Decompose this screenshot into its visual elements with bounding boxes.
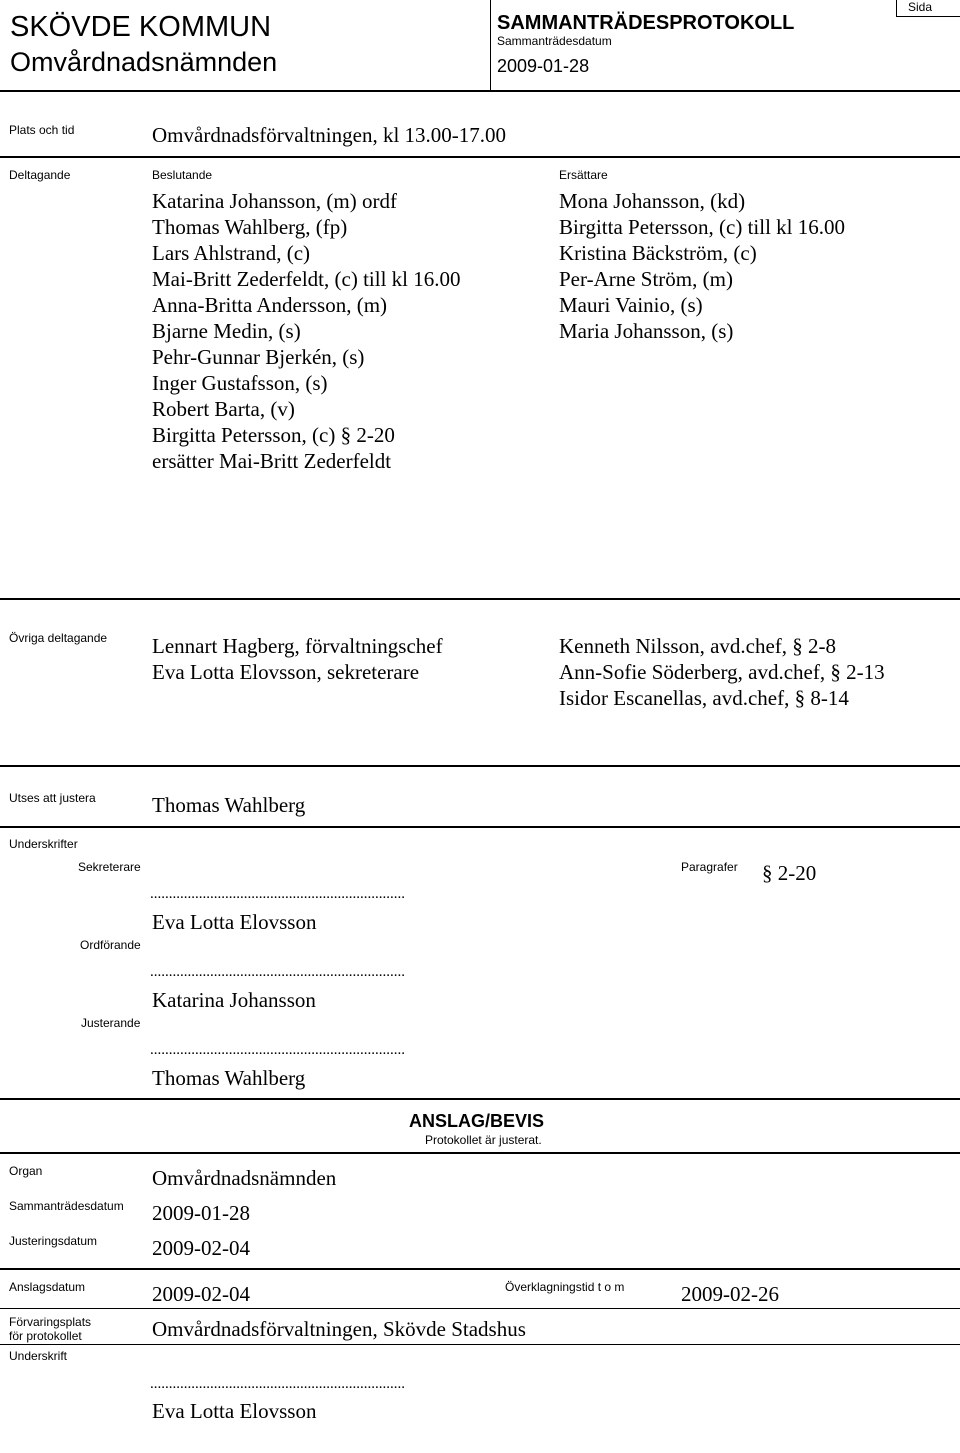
secretary-signature-line: ....................................................................: [150, 886, 405, 902]
deciding-member: ersätter Mai-Britt Zederfeldt: [152, 449, 392, 473]
header-page-underline: [896, 16, 960, 17]
adjuster-signature-line: ....................................................................: [150, 1042, 405, 1058]
notice-title: ANSLAG/BEVIS: [409, 1111, 545, 1131]
deciding-member: Robert Barta, (v): [152, 397, 295, 421]
meeting-date: 2009-01-28: [497, 56, 590, 76]
adjuster-signature-name: Thomas Wahlberg: [152, 1066, 306, 1090]
appeal-label: Överklagningstid t o m: [505, 1280, 625, 1294]
other-participant: Kenneth Nilsson, avd.chef, § 2-8: [559, 634, 837, 658]
substitute-member: Kristina Bäckström, (c): [559, 241, 757, 265]
chair-name: Katarina Johansson: [152, 988, 316, 1012]
substitute-member: Birgitta Petersson, (c) till kl 16.00: [559, 215, 846, 239]
notice-signature-name: Eva Lotta Elovsson: [152, 1399, 317, 1423]
deciding-member: Anna-Britta Andersson, (m): [152, 293, 388, 317]
adjuster-rule: [0, 765, 960, 767]
adjuster-bottom-rule: [0, 826, 960, 828]
deciding-member: Pehr-Gunnar Bjerkén, (s): [152, 345, 365, 369]
secretary-name: Eva Lotta Elovsson: [152, 910, 317, 934]
adjust-date: 2009-02-04: [152, 1236, 250, 1260]
adjust-date-label: Justeringsdatum: [9, 1234, 98, 1248]
place-value: Omvårdnadsförvaltningen, kl 13.00-17.00: [152, 123, 507, 147]
storage-rule: [0, 1308, 960, 1309]
deciding-list: [152, 188, 461, 474]
paragraphs-label: Paragrafer: [681, 860, 738, 874]
storage-label-line: för protokollet: [9, 1329, 82, 1343]
deciding-member: Birgitta Petersson, (c) § 2-20: [152, 423, 395, 447]
substitute-member: Maria Johansson, (s): [559, 319, 734, 343]
signature-rule: [0, 1344, 960, 1345]
signatures-label: Underskrifter: [9, 837, 78, 851]
organ-value: Omvårdnadsnämnden: [152, 1166, 337, 1190]
municipality-name: SKÖVDE KOMMUN: [10, 11, 272, 43]
posting-date-label: Anslagsdatum: [9, 1280, 86, 1294]
deciding-member: Bjarne Medin, (s): [152, 319, 301, 343]
header-bottom-rule: [0, 90, 960, 92]
substitute-member: Mauri Vainio, (s): [559, 293, 703, 317]
chair-label: Ordförande: [80, 938, 141, 952]
secretary-label: Sekreterare: [78, 860, 141, 874]
chair-signature-line: ....................................................................: [150, 964, 405, 980]
storage-label-line: Förvaringsplats: [9, 1315, 92, 1329]
organ-label: Organ: [9, 1164, 43, 1178]
storage-label: [9, 1315, 91, 1343]
appeal-date: 2009-02-26: [681, 1282, 779, 1306]
deciding-label: Beslutande: [152, 168, 213, 182]
substitute-member: Mona Johansson, (kd): [559, 189, 746, 213]
meeting-date-label: Sammanträdesdatum: [497, 34, 612, 48]
others-rule: [0, 598, 960, 600]
substitutes-label: Ersättare: [559, 168, 608, 182]
notice-signature-label: Underskrift: [9, 1349, 68, 1363]
committee-name: Omvårdnadsnämnden: [10, 47, 278, 77]
other-participant: Lennart Hagberg, förvaltningschef: [152, 634, 443, 658]
header-divider-left: [490, 0, 491, 90]
notice-meeting-date-label: Sammanträdesdatum: [9, 1199, 124, 1213]
paragraphs-value: § 2-20: [762, 861, 817, 885]
storage-value: Omvårdnadsförvaltningen, Skövde Stadshus: [152, 1317, 526, 1341]
posting-date: 2009-02-04: [152, 1282, 250, 1306]
deciding-member: Thomas Wahlberg, (fp): [152, 215, 348, 239]
substitute-member: Per-Arne Ström, (m): [559, 267, 733, 291]
header-divider-right: [896, 0, 897, 16]
justerande-label: Justerande: [81, 1016, 141, 1030]
deciding-member: Lars Ahlstrand, (c): [152, 241, 311, 265]
adjuster-label: Utses att justera: [9, 791, 96, 805]
deciding-member: Katarina Johansson, (m) ordf: [152, 189, 397, 213]
substitutes-list: [559, 188, 845, 344]
other-participant: Ann-Sofie Söderberg, avd.chef, § 2-13: [559, 660, 885, 684]
doc-type-title: SAMMANTRÄDESPROTOKOLL: [497, 12, 795, 34]
deciding-member: Mai-Britt Zederfeldt, (c) till kl 16.00: [152, 267, 461, 291]
deciding-member: Inger Gustafsson, (s): [152, 371, 328, 395]
other-participant: Isidor Escanellas, avd.chef, § 8-14: [559, 686, 849, 710]
page-label: Sida: [908, 0, 933, 14]
notice-top-rule: [0, 1098, 960, 1100]
notice-meeting-date: 2009-01-28: [152, 1201, 250, 1225]
notice-mid-rule: [0, 1268, 960, 1270]
others-left-list: [152, 633, 443, 685]
notice-header-rule: [0, 1152, 960, 1154]
place-rule: [0, 156, 960, 158]
notice-signature-line: ....................................................................: [150, 1376, 405, 1392]
place-label: Plats och tid: [9, 123, 75, 137]
notice-subtitle: Protokollet är justerat.: [425, 1133, 542, 1147]
other-participant: Eva Lotta Elovsson, sekreterare: [152, 660, 420, 684]
others-right-list: [559, 633, 885, 711]
attendance-label: Deltagande: [9, 168, 71, 182]
others-label: Övriga deltagande: [9, 631, 108, 645]
adjuster-value: Thomas Wahlberg: [152, 793, 306, 817]
